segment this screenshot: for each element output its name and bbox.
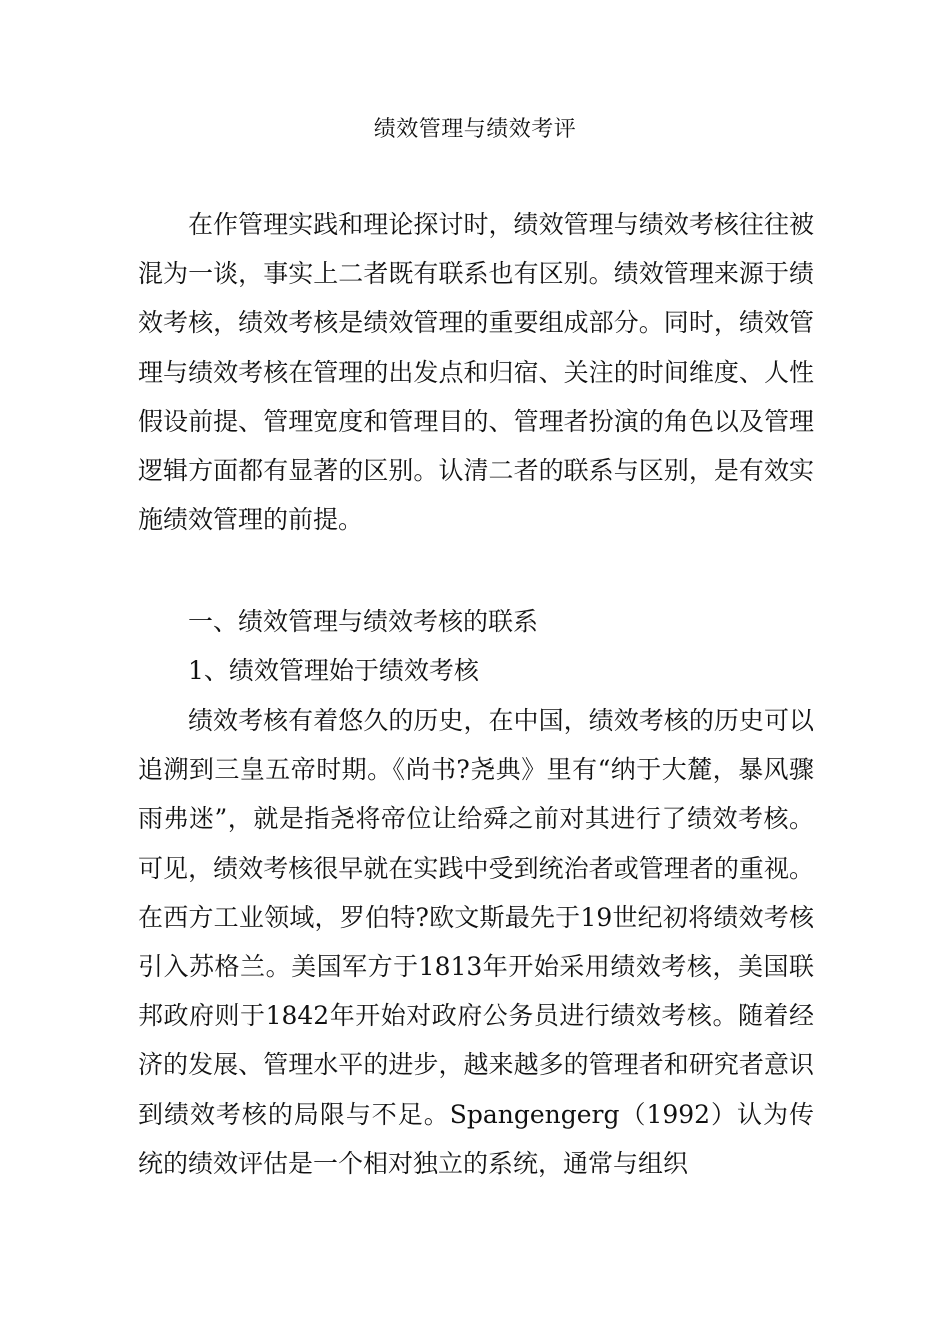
body-paragraph: 绩效考核有着悠久的历史，在中国，绩效考核的历史可以追溯到三皇五帝时期。《尚书?尧典》里有“纳于大麓，暴风骤雨弗迷”，就是指尧将帝位让给舜之前对其进行了绩效考核。可见，绩效考核很早就在实践中受到统治者或管理者的重视。在西方工业领域，罗伯特?欧文斯最先于19世纪初将绩效考核引入苏格兰。美国军方于1813年开始采用绩效考核，美国联邦政府则于1842年开始对政府公务员进行绩效考核。随着经济的发展、管理水平的进步，越来越多的管理者和研究者意识到绩效考核的局限与不足。Spangengerg（1992）认为传统的绩效评估是一个相对独立的系统，通常与组织 bbox=[138, 706, 814, 1178]
document-title: 绩效管理与绩效考评 bbox=[373, 117, 577, 142]
intro-paragraph: 在作管理实践和理论探讨时，绩效管理与绩效考核往往被混为一谈，事实上二者既有联系也有区别。绩效管理来源于绩效考核，绩效考核是绩效管理的重要组成部分。同时，绩效管理与绩效考核在管理的出发点和归宿、关注的时间维度、人性假设前提、管理宽度和管理目的、管理者扮演的角色以及管理逻辑方面都有显著的区别。认清二者的联系与区别，是有效实施绩效管理的前提。 bbox=[138, 210, 814, 535]
section-heading: 一、绩效管理与绩效考核的联系 bbox=[188, 607, 539, 636]
subsection-heading: 1、绩效管理始于绩效考核 bbox=[188, 656, 479, 685]
